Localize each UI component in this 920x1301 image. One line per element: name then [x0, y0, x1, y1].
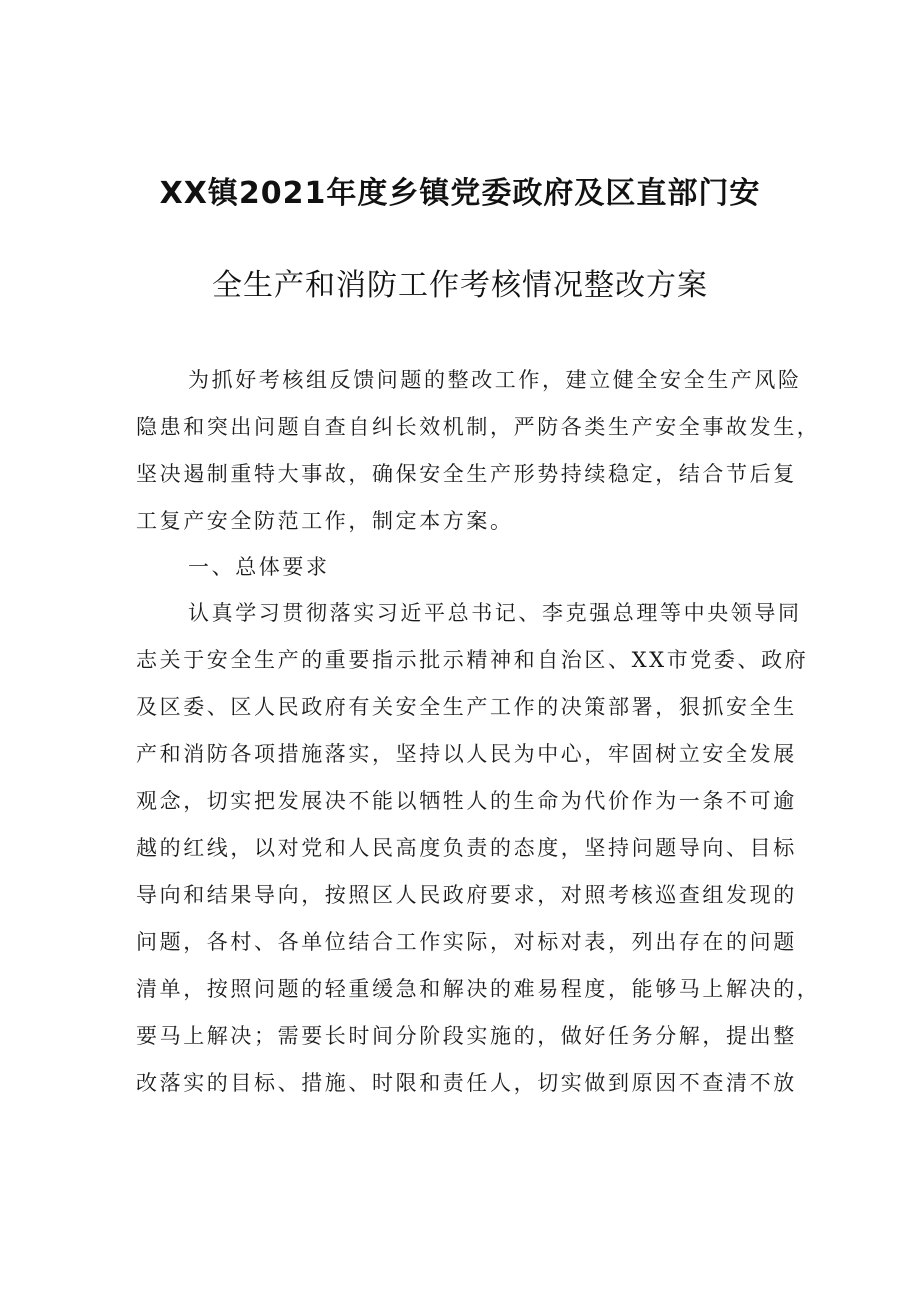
section-paragraph-line: 改落实的目标、措施、时限和责任人，切实做到原因不查清不放	[136, 1071, 797, 1095]
section-paragraph-line: 及区委、区人民政府有关安全生产工作的决策部署，狠抓安全生	[136, 695, 797, 719]
intro-paragraph-line: 隐患和突出问题自查自纠长效机制，严防各类生产安全事故发生，	[136, 415, 821, 439]
section-paragraph-line: 要马上解决；需要长时间分阶段实施的，做好任务分解，提出整	[136, 1024, 797, 1048]
section-paragraph-line: 志关于安全生产的重要指示批示精神和自治区、XX市党委、政府	[136, 648, 809, 672]
section-paragraph-line: 清单，按照问题的轻重缓急和解决的难易程度，能够马上解决的，	[136, 977, 821, 1001]
document-title-line-1: XX镇2021年度乡镇党委政府及区直部门安	[159, 176, 761, 211]
section-heading: 一、总体要求	[188, 555, 330, 579]
intro-paragraph-line: 坚决遏制重特大事故，确保安全生产形势持续稳定，结合节后复	[136, 462, 797, 486]
section-paragraph-line: 问题，各村、各单位结合工作实际，对标对表，列出存在的问题	[136, 930, 797, 954]
intro-paragraph-line: 工复产安全防范工作，制定本方案。	[136, 509, 514, 533]
intro-paragraph-line: 为抓好考核组反馈问题的整改工作，建立健全安全生产风险	[188, 368, 802, 392]
section-paragraph-line: 认真学习贯彻落实习近平总书记、李克强总理等中央领导同	[188, 601, 802, 625]
section-paragraph-line: 观念，切实把发展决不能以牺牲人的生命为代价作为一条不可逾	[136, 789, 797, 813]
document-title-line-2: 全生产和消防工作考核情况整改方案	[212, 268, 708, 303]
section-paragraph-line: 导向和结果导向，按照区人民政府要求，对照考核巡查组发现的	[136, 883, 797, 907]
section-paragraph-line: 越的红线，以对党和人民高度负责的态度，坚持问题导向、目标	[136, 836, 797, 860]
section-paragraph-line: 产和消防各项措施落实，坚持以人民为中心，牢固树立安全发展	[136, 742, 797, 766]
